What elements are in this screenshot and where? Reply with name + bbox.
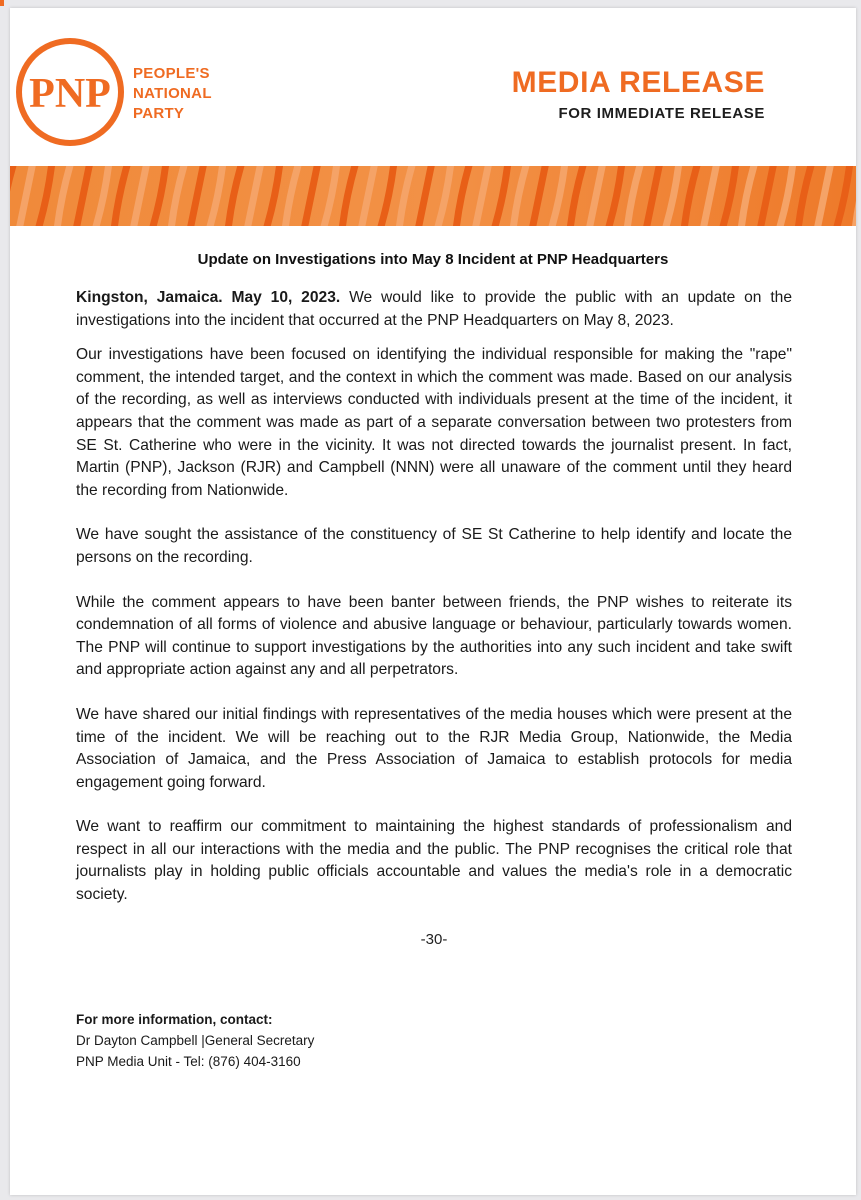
body-paragraph-3: While the comment appears to have been banter between friends, the PNP wishes to reiterate its condemnation of all forms of violence and abusive language or behaviour, particularly towards women. The PNP will continue to support investigations by the authorities into any such incident and take swift and appropriate action against any and all perpetrators. bbox=[76, 593, 792, 679]
contact-block bbox=[76, 1009, 314, 1072]
intro-paragraph bbox=[76, 287, 792, 332]
logo-mark-text: PNP bbox=[29, 71, 111, 117]
release-header bbox=[512, 66, 765, 124]
document-title: Update on Investigations into May 8 Incident at PNP Headquarters bbox=[197, 251, 669, 268]
contact-heading: For more information, contact: bbox=[76, 1012, 273, 1027]
body-paragraph-1: Our investigations have been focused on identifying the individual responsible for making the "rape" comment, the intended target, and the context in which the comment was made. Based on our analysis of the recording, as well as interviews conducted with individuals present at the time of the incident, it appears that the comment was made as part of a separate conversation between two protesters from SE St. Catherine who were in the vicinity. It was not directed towards the journalist present. In fact, Martin (PNP), Jackson (RJR) and Campbell (NNN) were all unaware of the comment until they heard the recording from Nationwide. bbox=[76, 346, 792, 499]
party-name-line-1: PEOPLE'S bbox=[133, 65, 210, 82]
end-mark: -30- bbox=[420, 930, 448, 948]
decorative-band bbox=[10, 166, 856, 226]
corner-mark bbox=[0, 0, 4, 6]
dateline: Kingston, Jamaica. May 10, 2023. bbox=[76, 289, 341, 306]
release-subtitle: FOR IMMEDIATE RELEASE bbox=[558, 105, 765, 122]
party-name bbox=[133, 64, 212, 124]
pnp-logo bbox=[12, 34, 130, 152]
body-paragraph-4: We have shared our initial findings with representatives of the media houses which were present at the time of the incident. We will be reaching out to the RJR Media Group, Nationwide, the Media Association of Jamaica, and the Press Association of Jamaica to establish protocols for media engagement going forward. bbox=[76, 705, 792, 791]
contact-line-1: Dr Dayton Campbell |General Secretary bbox=[76, 1033, 315, 1048]
document-body bbox=[76, 287, 792, 951]
band-graphic bbox=[10, 166, 856, 226]
release-title: MEDIA RELEASE bbox=[511, 66, 765, 99]
body-paragraph-2: We have sought the assistance of the constituency of SE St Catherine to help identify and locate the persons on the recording. bbox=[76, 526, 792, 566]
body-paragraph-5: We want to reaffirm our commitment to maintaining the highest standards of professionalism and respect in all our interactions with the media and the public. The PNP recognises the critical role that journalists play in holding public officials accountable and values the media's role in a democratic society. bbox=[76, 818, 792, 904]
contact-line-2: PNP Media Unit - Tel: (876) 404-3160 bbox=[76, 1054, 301, 1069]
pnp-logo-mark bbox=[12, 34, 130, 152]
document-page bbox=[10, 8, 856, 1195]
intro-text: We would like to provide the public with an update on the investigations into the incident that occurred at the PNP Headquarters on May 8, 2023. bbox=[76, 289, 792, 329]
party-name-line-2: NATIONAL bbox=[133, 85, 212, 102]
party-name-line-3: PARTY bbox=[133, 105, 185, 122]
